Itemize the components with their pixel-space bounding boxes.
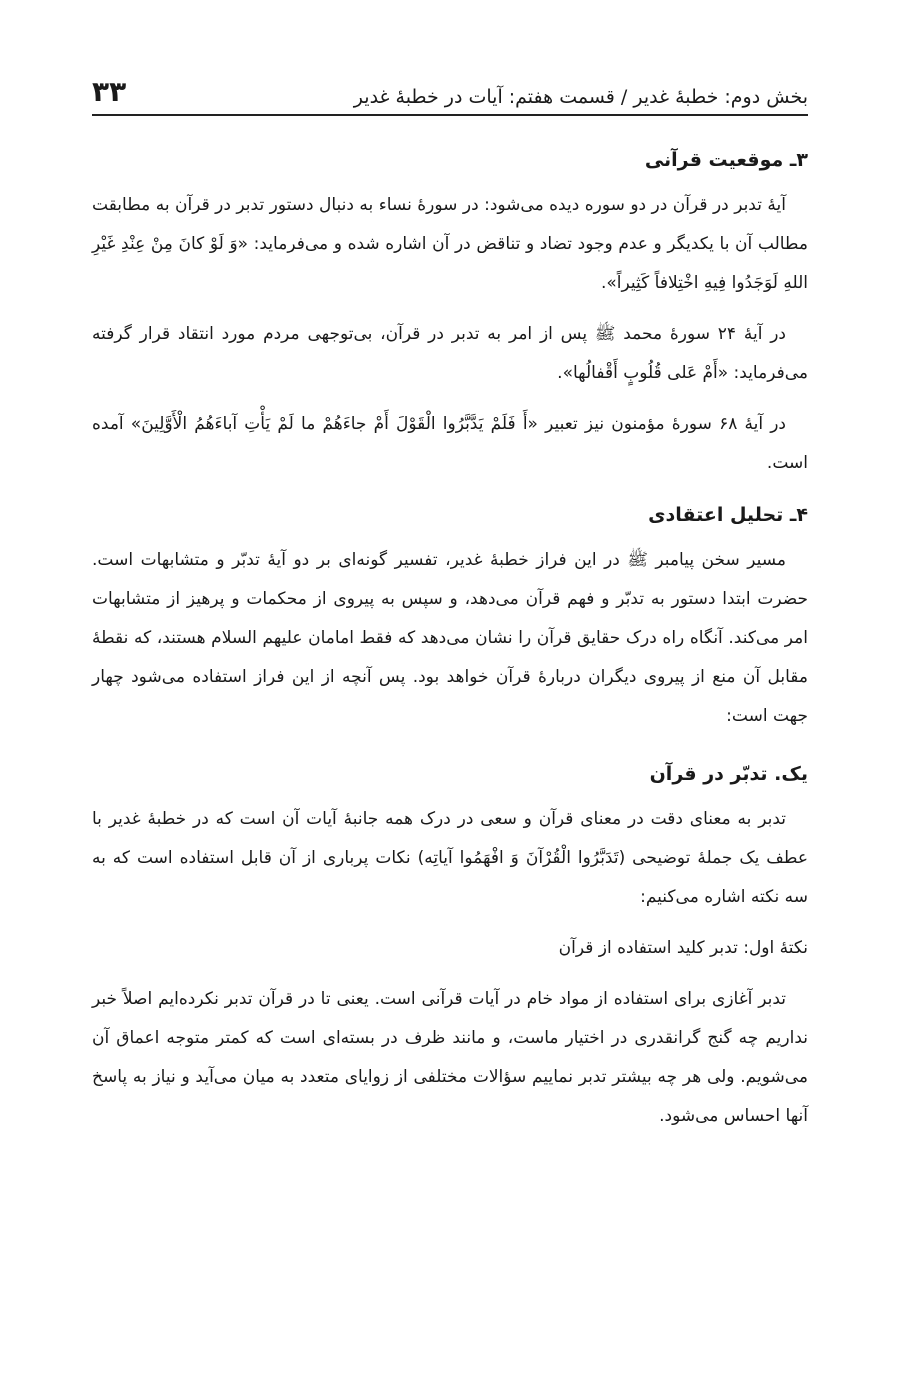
- paragraph: در آیهٔ ۶۸ سورهٔ مؤمنون نیز تعبیر «أَ فَلَمْ یَدَّبَّرُوا الْقَوْلَ أَمْ جاءَهُمْ ما لَمْ یَأْتِ آباءَهُمُ الْأَوَّلِینَ» آمده است.: [92, 414, 808, 473]
- section-quranic-position: [92, 140, 808, 483]
- note-label: نکتهٔ اول: تدبر کلید استفاده از قرآن: [558, 938, 808, 958]
- header-title: بخش دوم: خطبهٔ غدیر / قسمت هفتم: آیات در خطبهٔ غدیر: [353, 86, 808, 108]
- paragraph: در آیهٔ ۲۴ سورهٔ محمد ﷺ پس از امر به تدبر در قرآن، بی‌توجهی مردم مورد انتقاد قرار گرفته می‌فرماید: «أَمْ عَلی قُلُوبٍ أَقْفالُها».: [92, 324, 808, 383]
- running-header: [92, 64, 808, 116]
- page-number: ۳۳: [92, 75, 127, 108]
- section-doctrinal-analysis: [92, 495, 808, 736]
- paragraph: مسیر سخن پیامبر ﷺ در این فراز خطبهٔ غدیر، تفسیر گونه‌ای بر دو آیهٔ تدبّر و متشابهات است. حضرت ابتدا دستور به تدبّر و فهم قرآن می‌دهد، و سپس به پیروی از محکمات و پرهیز از متشابهات امر می‌کند. آنگاه راه درک حقایق قرآن را نشان می‌دهد که فقط امامان علیهم السلام هستند، که نقطهٔ مقابل آن منع از پیروی دیگران دربارهٔ قرآن خواهد بود. پس آنچه از این فراز استفاده می‌شود چهار جهت است:: [92, 550, 808, 726]
- note-first: [92, 929, 808, 1136]
- paragraph: آیهٔ تدبر در قرآن در دو سوره دیده می‌شود: در سورهٔ نساء به دنبال دستور تدبر در قرآن به مطابقت مطالب آن با یکدیگر و عدم وجود تضاد و تناقض در آن اشاره شده و می‌فرماید: «وَ لَوْ کانَ مِنْ عِنْدِ غَیْرِ اللهِ لَوَجَدُوا فِیهِ اخْتِلافاً کَثِیراً».: [92, 195, 808, 293]
- section-contemplation: [92, 754, 808, 917]
- section-heading: ۳ـ موقعیت قرآنی: [644, 149, 808, 171]
- paragraph: تدبر به معنای دقت در معنای قرآن و سعی در درک همه جانبهٔ آیات آن است که در خطبهٔ غدیر با عطف یک جملهٔ توضیحی (تَدَبَّرُوا الْقُرْآنَ وَ افْهَمُوا آیاتِه) نکات پرباری از آن قابل استفاده است که به سه نکته اشاره می‌کنیم:: [92, 809, 808, 907]
- paragraph: تدبر آغازی برای استفاده از مواد خام در آیات قرآنی است. یعنی تا در قرآن تدبر نکرده‌ایم اصلاً خبر نداریم چه گنج گرانقدری در اختیار ماست، و مانند ظرف در بسته‌ای است که کمتر متوجه اعماق آن می‌شویم. ولی هر چه بیشتر تدبر نماییم سؤالات مختلفی از زوایای متعدد به میان می‌آید و نیاز به پاسخ آنها احساس می‌شود.: [92, 989, 808, 1126]
- section-heading: یک. تدبّر در قرآن: [649, 763, 808, 785]
- page-content: [92, 140, 808, 1148]
- section-heading: ۴ـ تحلیل اعتقادی: [648, 504, 808, 526]
- book-page: [92, 0, 808, 1390]
